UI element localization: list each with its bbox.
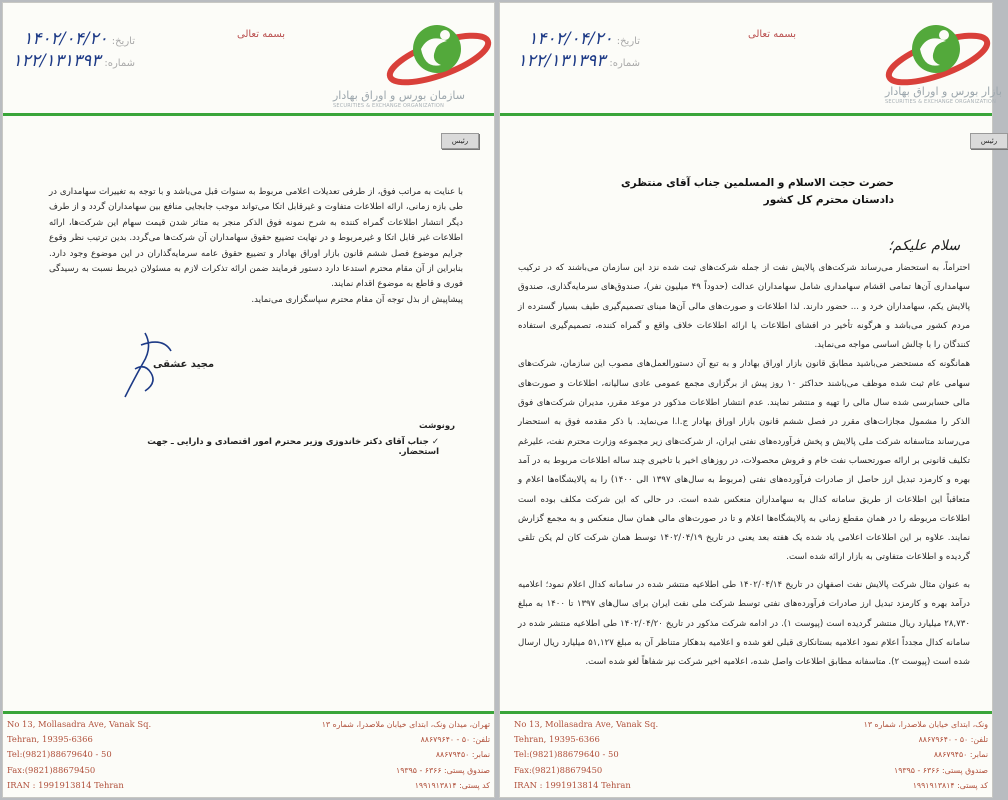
check-icon: ✓: [428, 437, 439, 447]
addressee: [560, 175, 894, 209]
number-label: شماره:: [609, 58, 640, 69]
addressee-line-1: حضرت حجت الاسلام و المسلمین جناب آقای منتظری: [621, 177, 894, 189]
footer-en-line: IRAN : 1991913814 Tehran: [7, 779, 124, 790]
president-stamp: رئیس: [441, 133, 479, 149]
footer-en-line: Tel:(9821)88679640 - 50: [514, 749, 619, 760]
cc-recipient-text: جناب آقای دکتر خاندوزی وزیر محترم امور اقتصادی و دارایی ـ جهت استحضار.: [147, 437, 439, 457]
footer-en-line: Fax:(9821)88679450: [7, 764, 96, 775]
footer-en-line: Tel:(9821)88679640 - 50: [7, 749, 112, 760]
cc-title: رونوشت: [419, 421, 456, 431]
logo-subtitle: SECURITIES & EXCHANGE ORGANIZATION: [885, 99, 997, 105]
letter-page-1: [499, 2, 1002, 798]
letter-body-page-1: [518, 259, 970, 568]
date-row: [510, 29, 640, 51]
greeting: سلام علیکم؛: [888, 238, 960, 254]
footer-fa-line: صندوق پستی: ۶۳۶۶ - ۱۹۳۹۵: [396, 765, 490, 775]
header-divider: [3, 113, 494, 116]
date-value: ۱۴۰۲/۰۴/۲۰: [528, 29, 613, 49]
number-row: [510, 51, 640, 73]
footer-fa-line: کد پستی: ۱۹۹۱۹۱۳۸۱۴: [912, 780, 988, 790]
logo-name: سازمان بورس و اوراق بهادار: [333, 89, 466, 102]
letter-body-page-2: [49, 185, 463, 308]
footer-address-fa: [320, 717, 490, 793]
footer-fa-line: تلفن: ۵۰ - ۸۸۶۷۹۶۴۰: [420, 735, 490, 745]
footer-fa-line: صندوق پستی: ۶۳۶۶ - ۱۹۳۹۵: [894, 765, 988, 775]
addressee-line-2: دادستان محترم کل کشور: [763, 194, 894, 206]
cc-recipient: [139, 437, 439, 457]
letter-meta: [510, 29, 640, 73]
letter-meta: [7, 29, 135, 73]
number-value: ۱۲۲/۱۳۱۳۹۳: [12, 51, 101, 71]
president-stamp: رئیس: [970, 133, 1008, 149]
letter-body-page-1-example: [518, 576, 970, 672]
number-row: [7, 51, 135, 73]
body-paragraph-1: احتراماً، به استحضار می‌رساند شرکت‌های پالایش نفت از جمله شرکت‌های ثبت شده نزد این سازمان می‌باشند که در ترکیب سهامداری آن‌ها تمامی اقشام سهامداری شامل سهامداران عدالت (حدوداً ۴۹ میلیون نفر)، صندوق‌های سرمایه‌گذاری، صندوق پالایش یکم، سهامداران خرد و ... حضور دارند. لذا اطلاعات و صورت‌های مالی آن‌ها مبنای تصمیم‌گیری طیف بسیار گسترده از مردم کشور می‌باشد و هرگونه تأخیر در افشای اطلاعات یا ارائه اطلاعات خلاف واقع و گمراه کننده، تصمیم‌گیری استفاده کنندگان را با چالش اساسی مواجه می‌نماید.: [518, 263, 970, 351]
number-value: ۱۲۲/۱۳۱۳۹۳: [517, 51, 606, 71]
bismillah-header: بسمه تعالی: [237, 29, 286, 40]
footer-fa-line: کد پستی: ۱۹۹۱۹۱۳۸۱۴: [414, 780, 490, 790]
date-value: ۱۴۰۲/۰۴/۲۰: [23, 29, 108, 49]
footer-fa-line: نمابر: ۸۸۶۷۹۴۵۰: [435, 750, 490, 760]
footer-address-en: [514, 717, 674, 793]
body-paragraph-4: با عنایت به مراتب فوق، از طرفی تعدیلات اعلامی مربوط به سنوات قبل می‌باشد و با توجه به تغییرات سهامداری در طی بازه زمانی، ارائه اطلاعات متفاوت و غیرقابل اتکا می‌تواند موجب جابجایی منافع بین سهامداران گردد و از طرف دیگر انتشار اطلاعات گمراه کننده به شرح نمونه فوق الذکر منجر به متاثر شدن قیمت سهام این شرکت‌ها، ارائه اطلاعات غیر قابل اتکا و غیرمربوط و در نهایت تضییع حقوق سهامداران آن شرکت‌ها می‌گردد. بدین ترتیب نظر وقوع جرایم موضوع فصل ششم قانون بازار اوراق بهادار و تضییع حقوق عامه سرمایه‌گذاران در این موضوع وجود دارد. بنابراین از آن مقام محترم استدعا دارد دستور فرمایند ضمن ارائه تذکرات لازم به مسئولان ذیربط نسبت به رسیدگی فوری و قاطع به موضوع اقدام نمایند.: [49, 187, 463, 290]
footer-en-line: Tehran, 19395-6366: [7, 734, 93, 745]
footer-en-line: IRAN : 1991913814 Tehran: [514, 779, 631, 790]
footer-fa-line: تهران، میدان ونک، ابتدای خیابان ملاصدرا، شماره ۱۳: [321, 720, 490, 729]
footer-fa-line: تلفن: ۵۰ - ۸۸۶۷۹۶۴۰: [918, 735, 988, 745]
footer-fa-line: نمابر: ۸۸۶۷۹۴۵۰: [933, 750, 988, 760]
body-paragraph-3: به عنوان مثال شرکت پالایش نفت اصفهان در تاریخ ۱۴۰۲/۰۴/۱۴ طی اطلاعیه منتشر شده در سامانه کدال اعلام نمود؛ اعلامیه درآمد بهره و کارمزد تبدیل ارز صادرات فرآورده‌های نفتی توسط شرکت ملی نفت ایران برای سال‌های ۱۳۹۷ تا ۱۴۰۰ به مبلغ ۲۸,۷۳۰ میلیارد ریال منتشر گردیده است (پیوست ۱). در ادامه شرکت مذکور در تاریخ ۱۴۰۲/۰۴/۲۰ طی اطلاعیه منتشر شده در سامانه کدال مجدداً اعلام نمود اعلامیه بستانکاری قبلی لغو شده و اعلامیه بدهکار متناظر آن به مبلغ ۵۱,۱۲۷ میلیارد ریال ارسال شده است (پیوست ۲). متاسفانه مطابق اطلاعات واصل شده، اعلامیه اخیر شرکت نیز شفاهاً لغو شده است.: [518, 580, 971, 668]
bismillah-header: بسمه تعالی: [748, 29, 797, 40]
footer-en-line: Tehran, 19395-6366: [514, 734, 600, 745]
footer-en-line: No 13, Mollasadra Ave, Vanak Sq.: [514, 719, 659, 729]
date-label: تاریخ:: [616, 36, 640, 47]
footer-address-fa: [848, 717, 988, 793]
footer-en-line: Fax:(9821)88679450: [514, 764, 603, 775]
date-row: [7, 29, 135, 51]
footer-address-en: [7, 717, 167, 793]
date-label: تاریخ:: [111, 36, 135, 47]
logo-name: بازار بورس و اوراق بهادار: [885, 85, 1002, 98]
footer-en-line: No 13, Mollasadra Ave, Vanak Sq.: [7, 719, 152, 729]
letter-page-2: [2, 2, 495, 798]
footer-fa-line: ونک، ابتدای خیابان ملاصدرا، شماره ۱۳: [863, 720, 988, 729]
body-paragraph-2: همانگونه که مستحضر می‌باشید مطابق قانون بازار اوراق بهادار و به تبع آن دستورالعمل‌های مصوب این سازمان، شرکت‌های سهامی عام ثبت شده موظف می‌باشند حداکثر ۱۰ روز پیش از برگزاری مجمع عمومی عادی سالیانه، اطلاعات و صورت‌های مالی حسابرسی شده سال مالی را تهیه و منتشر نمایند. عدم انتشار اطلاعات مذکور در موعد مقرر، مدیران شرکت‌های فوق الذکر را مشمول مجازات‌های مقرر در فصل ششم قانون بازار اوراق بهادار ج.ا.ا می‌نماید. با ذکر مقدمه فوق به استحضار می‌رساند متاسفانه شرکت ملی پالایش و پخش فرآورده‌های نفتی ایران، از شرکت‌های زیر مجموعه وزارت محترم نفت، علیرغم تکلیف قانونی بر ارائه صورتحساب نفت خام و فروش محصولات، در روزهای اخیر با تاخیری چند ساله اطلاعات مربوط به در آمد بهره و کارمزد تبدیل ارز حاصل از صادرات فرآورده‌های نفتی (مربوط به سال‌های ۱۳۹۷ الی ۱۴۰۰) را به پالایشگاه‌ها اعلام و متعاقباً این اطلاعات از طریق سامانه کدال به سهامداران منعکس شده است. در حالی که این شرکت مکلف بوده است اطلاعات مربوطه را در همان مقطع زمانی به پالایشگاه‌ها اعلام و تا در صورت‌های مالی همان سال منعکس و به مجمع گزارش نمایند. علاوه بر این اطلاعات اعلامی یاد شده یک هفته بعد یعنی در تاریخ ۱۴۰۲/۰۴/۱۹ توسط همان شرکت کان لم یکن تلقی گردیده و اطلاعات متفاوتی به بازار ارائه شده است.: [518, 359, 971, 563]
number-label: شماره:: [104, 58, 135, 69]
signer-name: مجید عشقی: [153, 359, 215, 370]
logo-subtitle: SECURITIES & EXCHANGE ORGANIZATION: [333, 103, 445, 109]
header-divider: [500, 113, 992, 116]
footer-divider: [500, 711, 992, 714]
closing-paragraph: پیشاپیش از بذل توجه آن مقام محترم سپاسگزاری می‌نماید.: [251, 294, 463, 305]
footer-divider: [3, 711, 494, 714]
